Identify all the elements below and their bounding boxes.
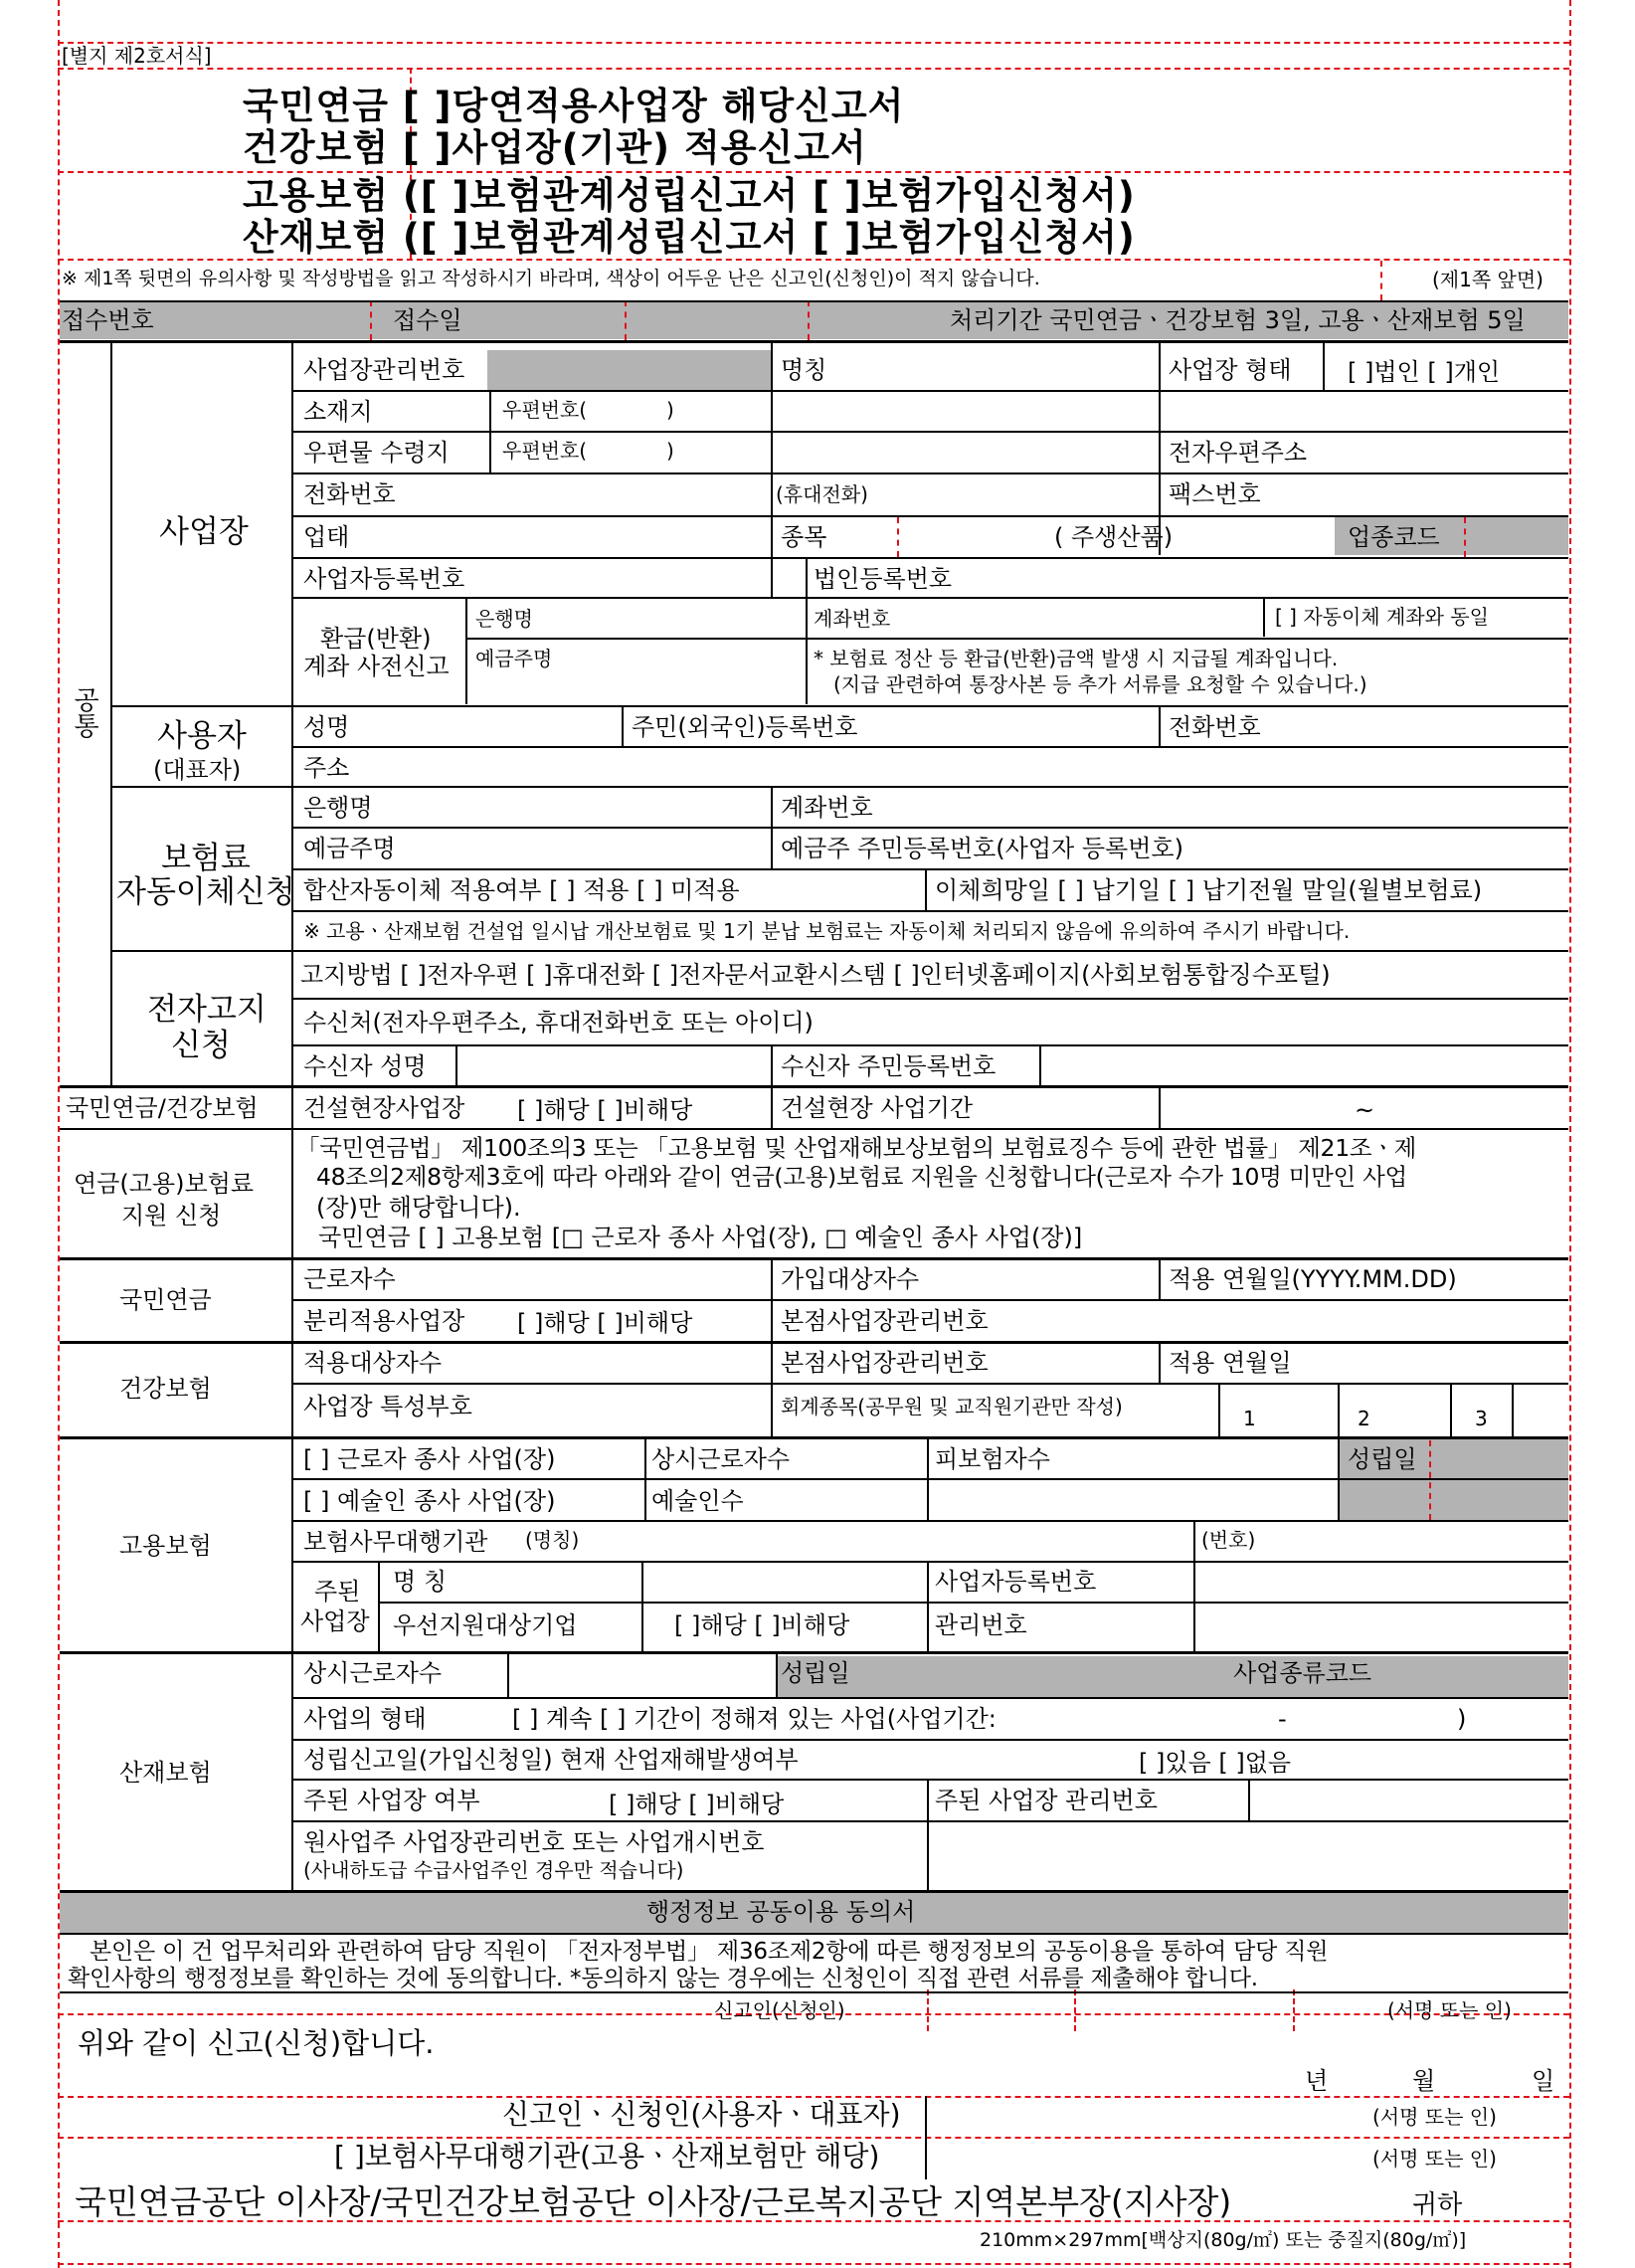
- rule-v-c4: [1323, 340, 1325, 390]
- ei-label: 고용보험: [119, 1532, 212, 1560]
- employer-address-label: 주소: [303, 754, 350, 782]
- signer-employer-label: 신고인ㆍ신청인(사용자ㆍ대표자): [502, 2098, 901, 2131]
- rule-v-c29: [378, 1561, 380, 1651]
- autopay-label-1: 보험료: [161, 841, 251, 876]
- rule-r22: [291, 1383, 1568, 1385]
- title-line-4: 산재보험 ([ ]보험관계성립신고서 [ ]보험가입신청서): [243, 216, 1136, 259]
- addressee: 국민연금공단 이사장/국민건강보험공단 이사장/근로복지공단 지역본부장(지사장): [75, 2182, 1232, 2221]
- ia-est-date-label: 성립일: [781, 1659, 850, 1687]
- np-hi-label: 국민연금/건강보험: [66, 1094, 259, 1122]
- rule-v-c27: [1338, 1436, 1340, 1520]
- construction-period-label: 건설현장 사업기간: [781, 1094, 974, 1122]
- ei-main-label-1: 주된: [314, 1578, 361, 1606]
- zip-code-2[interactable]: 우편번호(: [502, 439, 588, 463]
- rule-r8: [111, 705, 1568, 707]
- hi-label: 건강보험: [119, 1375, 212, 1403]
- rule-v-c12: [455, 1044, 457, 1085]
- rule-v-c32: [507, 1651, 509, 1697]
- np-subjects-label: 가입대상자수: [781, 1265, 920, 1293]
- employer-label-2: (대표자): [153, 756, 242, 784]
- guide-top: [58, 42, 1569, 44]
- hi-account-2[interactable]: 2: [1358, 1407, 1370, 1430]
- hi-subjects-label: 적용대상자수: [303, 1349, 443, 1377]
- fax-label: 팩스번호: [1169, 480, 1261, 508]
- mgmt-no-label: 사업장관리번호: [303, 356, 465, 384]
- employer-phone-label: 전화번호: [1169, 713, 1261, 741]
- ia-accident-options[interactable]: [ ]있음 [ ]없음: [1139, 1749, 1292, 1777]
- receipt-date: 접수일: [393, 306, 462, 334]
- guide-v11: [1293, 1989, 1295, 2031]
- autopay-holder-label: 예금주명: [303, 835, 396, 862]
- common-label: [70, 686, 99, 738]
- ei-main-label-2: 사업장: [300, 1607, 370, 1635]
- recipient-name-label: 수신자 성명: [303, 1052, 427, 1080]
- rule-r14: [111, 950, 1568, 952]
- guide-h2: [58, 171, 1569, 173]
- rule-r4: [291, 515, 1568, 517]
- ei-priority-options[interactable]: [ ]해당 [ ]비해당: [674, 1611, 850, 1639]
- phone-label: 전화번호: [303, 480, 396, 508]
- rule-r16: [291, 1044, 1568, 1046]
- rule-r7: [465, 638, 1568, 640]
- ei-agency-no-label: (번호): [1201, 1528, 1256, 1552]
- rule-r33: [60, 1890, 1568, 1893]
- enotice-label-2: 신청: [171, 1028, 231, 1063]
- refund-label-1: 환급(반환): [320, 625, 432, 653]
- rule-r28: [60, 1651, 1568, 1654]
- rule-v-c36: [925, 2096, 927, 2179]
- rule-v-c19: [771, 1341, 773, 1436]
- construction-site-options[interactable]: [ ]해당 [ ]비해당: [517, 1096, 693, 1124]
- ia-main-site-options[interactable]: [ ]해당 [ ]비해당: [609, 1791, 785, 1818]
- signer-agency-label: [ ]보험사무대행기관(고용ㆍ산재보험만 해당): [334, 2140, 880, 2173]
- rule-r25: [291, 1520, 1568, 1522]
- rule-v-c33: [776, 1651, 778, 1697]
- type-label: 사업장 형태: [1169, 356, 1292, 384]
- rule-v-c14: [1039, 1044, 1041, 1085]
- ei-artist-biz-checkbox[interactable]: [ ] 예술인 종사 사업(장): [303, 1487, 556, 1515]
- rule-r9: [291, 746, 1568, 748]
- ei-priority-label: 우선지원대상기업: [393, 1611, 578, 1639]
- rule-r29: [291, 1697, 1568, 1699]
- ia-type-code-label: 사업종류코드: [1233, 1659, 1372, 1687]
- title-line-2: 건강보험 [ ]사업장(기관) 적용신고서: [243, 126, 867, 169]
- date-day[interactable]: 일: [1532, 2067, 1555, 2095]
- rule-common-end: [60, 1085, 1568, 1088]
- subsidy-options[interactable]: 국민연금 [ ] 고용보험 [□ 근로자 종사 사업(장), □ 예술인 종사 사업(장)]: [318, 1224, 1083, 1251]
- ia-form-dash: -: [1278, 1705, 1287, 1733]
- ia-regular-label: 상시근로자수: [303, 1659, 443, 1687]
- construction-site-label: 건설현장사업장: [303, 1094, 465, 1122]
- transfer-date-options[interactable]: 이체희망일 [ ] 납기일 [ ] 납기전월 말일(월별보험료): [935, 876, 1483, 904]
- zip-code-1[interactable]: 우편번호(: [502, 398, 588, 422]
- employer-name-label: 성명: [303, 713, 350, 741]
- construction-period-tilde: ~: [1355, 1096, 1375, 1124]
- rule-r24: [291, 1478, 1568, 1480]
- rule-r13: [291, 910, 1568, 912]
- rule-r5: [291, 557, 1568, 559]
- rule-v-c16: [1159, 1085, 1161, 1128]
- date-month[interactable]: 월: [1412, 2067, 1436, 2095]
- guide-h6: [58, 2137, 1569, 2139]
- guide-v6: [897, 517, 899, 557]
- rule-r19: [60, 1257, 1568, 1260]
- email-label: 전자우편주소: [1169, 439, 1308, 467]
- guide-v4: [625, 300, 627, 340]
- rule-v-c23: [1450, 1383, 1452, 1436]
- autopay-account-label: 계좌번호: [781, 794, 873, 822]
- rule-r1: [291, 390, 1568, 392]
- ia-origin-label-2: (사내하도급 수급사업주인 경우만 적습니다): [303, 1858, 684, 1882]
- consent-sign-label[interactable]: (서명 또는 인): [1387, 1998, 1512, 2022]
- refund-bank-label: 은행명: [475, 607, 533, 631]
- ei-main-bizreg-label: 사업자등록번호: [935, 1568, 1097, 1596]
- subsidy-text-2: 48조의2제8항제3호에 따라 아래와 같이 연금(고용)보험료 지원을 신청합니다(근로자 수가 10명 미만인 사업: [316, 1163, 1407, 1191]
- biz-type-label: 업태: [303, 523, 350, 551]
- rule-r15: [291, 998, 1568, 1000]
- refund-note-1: * 보험료 정산 등 환급(반환)금액 발생 시 지급될 계좌입니다.: [814, 647, 1339, 670]
- mgmt-no-shading: [487, 350, 771, 390]
- paper-spec: 210mm×297mm[백상지(80g/㎡) 또는 중질지(80g/㎡)]: [980, 2229, 1467, 2251]
- rule-v-c13: [771, 1044, 773, 1085]
- hi-account-1[interactable]: 1: [1243, 1407, 1256, 1430]
- guide-v3: [370, 300, 372, 340]
- ia-origin-label-1: 원사업주 사업장관리번호 또는 사업개시번호: [303, 1828, 765, 1856]
- rule-v-c25: [644, 1436, 646, 1520]
- rule-v-c2: [771, 340, 773, 597]
- corp-reg-label: 법인등록번호: [814, 565, 953, 593]
- recipient-label: 수신처(전자우편주소, 휴대전화번호 또는 아이디): [303, 1009, 814, 1037]
- notice: ※ 제1쪽 뒷면의 유의사항 및 작성방법을 읽고 작성하시기 바라며, 색상이 어두운 난은 신고인(신청인)이 적지 않습니다.: [62, 268, 1040, 289]
- guide-v7: [1464, 517, 1466, 557]
- rule-v-c11: [925, 868, 927, 910]
- hi-symbol-label: 사업장 특성부호: [303, 1393, 472, 1420]
- rule-r32: [291, 1820, 1568, 1822]
- rule-v-c17: [771, 1257, 773, 1341]
- ia-label: 산재보험: [119, 1759, 212, 1787]
- employer-rrn-label: 주민(외국인)등록번호: [632, 713, 858, 741]
- ei-regular-label: 상시근로자수: [651, 1445, 791, 1473]
- guide-h3: [58, 259, 1569, 261]
- ia-shading: [776, 1656, 1568, 1698]
- rule-v-c34: [927, 1779, 929, 1890]
- ei-insured-label: 피보험자수: [935, 1445, 1050, 1473]
- rule-r3: [291, 472, 1568, 474]
- common-label-text: 공통: [69, 686, 99, 738]
- rule-v-common: [110, 340, 112, 1086]
- rule-v-c10: [771, 786, 773, 868]
- subsidy-text-1: 「국민연금법」 제100조의3 또는 「고용보험 및 산업재해보상보험의 보험료징수 등에 관한 법률」 제21조ㆍ제: [296, 1134, 1417, 1162]
- title-line-1: 국민연금 [ ]당연적용사업장 해당신고서: [243, 85, 905, 127]
- rule-v-c21: [1218, 1383, 1220, 1436]
- np-apply-date-label: 적용 연월일(YYYY.MM.DD): [1169, 1265, 1457, 1293]
- type-options[interactable]: [ ]법인 [ ]개인: [1348, 358, 1501, 386]
- rule-r20: [291, 1299, 1568, 1301]
- rule-v-c22: [1338, 1383, 1340, 1436]
- ei-agency-label: 보험사무대행기관: [303, 1528, 488, 1556]
- hi-account-type-label: 회계종목(공무원 및 교직원기관만 작성): [781, 1395, 1123, 1418]
- rule-v-c20: [1159, 1341, 1161, 1383]
- rule-r31: [291, 1779, 1568, 1781]
- guide-v8: [1429, 1440, 1431, 1520]
- subsidy-text-3: (장)만 해당합니다).: [316, 1194, 521, 1222]
- np-workers-label: 근로자수: [303, 1265, 396, 1293]
- signer-agency-sign[interactable]: (서명 또는 인): [1372, 2147, 1497, 2171]
- mobile-label: (휴대전화): [776, 482, 868, 506]
- hi-apply-date-label: 적용 연월일: [1169, 1349, 1292, 1377]
- rule-v-c35: [1248, 1779, 1250, 1820]
- processing-period: 처리기간 국민연금ㆍ건강보험 3일, 고용ㆍ산재보험 5일: [950, 306, 1526, 334]
- rule-v-c30: [641, 1561, 643, 1651]
- autopay-holder-rrn-label: 예금주 주민등록번호(사업자 등록번호): [781, 835, 1183, 862]
- np-label: 국민연금: [119, 1286, 212, 1314]
- ei-est-date-label: 성립일: [1348, 1445, 1417, 1473]
- ei-agency-name-label: (명칭): [525, 1528, 580, 1552]
- rule-v-c18: [1159, 1257, 1161, 1299]
- guide-v10: [1074, 1989, 1076, 2031]
- ia-form-close: ): [1457, 1705, 1467, 1733]
- workplace-label: 사업장: [159, 514, 249, 550]
- employer-label: 사용자: [157, 718, 247, 754]
- rule-v-c6: [465, 597, 467, 704]
- mail-address-label: 우편물 수령지: [303, 439, 450, 467]
- zip-close-2: ): [666, 439, 674, 463]
- declaration: 위와 같이 신고(신청)합니다.: [78, 2026, 435, 2060]
- autopay-bank-label: 은행명: [303, 794, 373, 822]
- rule-v-c1: [489, 390, 491, 473]
- rule-v-c15: [771, 1085, 773, 1128]
- np-separate-label: 분리적용사업장: [303, 1307, 465, 1335]
- rule-r21: [60, 1341, 1568, 1344]
- zip-close-1: ): [666, 398, 674, 422]
- rule-r2: [291, 431, 1568, 433]
- combined-transfer-options[interactable]: 합산자동이체 적용여부 [ ] 적용 [ ] 미적용: [303, 876, 740, 904]
- notice-method-options[interactable]: 고지방법 [ ]전자우편 [ ]휴대전화 [ ]전자문서교환시스템 [ ]인터넷홈페이지(사회보험통합징수포털): [300, 961, 1331, 989]
- form-number: [별지 제2호서식]: [62, 44, 212, 68]
- guide-v5: [808, 300, 810, 340]
- rule-r35: [60, 1991, 1568, 1993]
- rule-receipt-top: [60, 300, 1568, 302]
- ia-main-mgmt-label: 주된 사업장 관리번호: [935, 1787, 1158, 1814]
- ia-main-site-label: 주된 사업장 여부: [303, 1787, 480, 1814]
- refund-account-label: 계좌번호: [814, 607, 891, 631]
- ia-form-label: 사업의 형태: [303, 1705, 427, 1733]
- rule-r12: [291, 868, 1568, 870]
- consent-text-2: 확인사항의 행정정보를 확인하는 것에 동의합니다. *동의하지 않는 경우에는 신청인이 직접 관련 서류를 제출해야 합니다.: [68, 1966, 1258, 1991]
- hi-hq-no-label: 본점사업장관리번호: [781, 1349, 989, 1377]
- np-hq-no-label: 본점사업장관리번호: [781, 1307, 989, 1335]
- guide-v9: [927, 1989, 929, 2031]
- title-line-3: 고용보험 ([ ]보험관계성립신고서 [ ]보험가입신청서): [243, 174, 1136, 217]
- rule-top: [60, 340, 1568, 343]
- ei-artists-label: 예술인수: [651, 1487, 744, 1515]
- page-label: (제1쪽 앞면): [1432, 268, 1544, 291]
- rule-v-c7: [1263, 597, 1265, 637]
- rule-v-c5: [806, 557, 808, 704]
- rule-r34: [60, 1933, 1568, 1935]
- guide-right: [1569, 0, 1571, 2268]
- biz-reg-label: 사업자등록번호: [303, 565, 465, 593]
- subsidy-label-2: 지원 신청: [121, 1202, 222, 1229]
- rule-r6: [291, 597, 1568, 599]
- rule-v-c24: [1512, 1383, 1514, 1436]
- rule-r23: [60, 1436, 1568, 1439]
- auto-same-checkbox[interactable]: [ ] 자동이체 계좌와 동일: [1275, 605, 1489, 629]
- rule-r10: [111, 786, 1568, 788]
- rule-r11: [291, 827, 1568, 829]
- rule-v-c28: [1193, 1520, 1195, 1651]
- np-separate-options[interactable]: [ ]해당 [ ]비해당: [517, 1309, 693, 1337]
- main-product-label: ( 주생산품): [1054, 523, 1174, 551]
- subsidy-label-1: 연금(고용)보험료: [74, 1170, 255, 1198]
- rule-v-c26: [927, 1436, 929, 1520]
- consent-title: 행정정보 공동이용 동의서: [646, 1898, 916, 1926]
- industry-code-label: 업종코드: [1348, 523, 1440, 551]
- ei-mgmt-no-label: 관리번호: [935, 1611, 1027, 1639]
- rule-v-c8: [622, 705, 624, 746]
- rule-r18: [60, 1128, 1568, 1130]
- guide-h1: [58, 68, 1569, 70]
- rule-r26: [291, 1561, 1568, 1563]
- autopay-label-2: 자동이체신청: [116, 874, 295, 910]
- ei-main-name-label: 명 칭: [393, 1568, 447, 1596]
- address-label: 소재지: [303, 398, 373, 426]
- item-label: 종목: [781, 523, 827, 551]
- receipt-no: 접수번호: [62, 306, 154, 334]
- consent-applicant-label: 신고인(신청인): [714, 1998, 845, 2022]
- hi-account-3[interactable]: 3: [1475, 1407, 1488, 1430]
- rule-v-c9: [1159, 705, 1161, 746]
- enotice-label-1: 전자고지: [147, 992, 267, 1028]
- rule-v-c31: [927, 1561, 929, 1651]
- refund-note-2: (지급 관련하여 통장사본 등 추가 서류를 요청할 수 있습니다.): [833, 672, 1367, 696]
- ia-form-options[interactable]: [ ] 계속 [ ] 기간이 정해져 있는 사업(사업기간:: [512, 1705, 997, 1733]
- date-year[interactable]: 년: [1305, 2067, 1329, 2095]
- refund-label-2: 계좌 사전신고: [303, 653, 450, 680]
- consent-text-1: 본인은 이 건 업무처리와 관련하여 담당 직원이 「전자정부법」 제36조제2항에 따른 행정정보의 공동이용을 통하여 담당 직원: [90, 1939, 1329, 1965]
- guide-v2: [1380, 261, 1382, 300]
- signer-employer-sign[interactable]: (서명 또는 인): [1372, 2105, 1497, 2129]
- name-label: 명칭: [781, 356, 827, 384]
- honorific: 귀하: [1412, 2190, 1463, 2220]
- rule-v-label: [291, 340, 293, 1890]
- refund-holder-label: 예금주명: [475, 647, 553, 670]
- recipient-rrn-label: 수신자 주민등록번호: [781, 1052, 997, 1080]
- guide-bottom: [58, 2263, 1569, 2265]
- ia-accident-label: 성립신고일(가입신청일) 현재 산업재해발생여부: [303, 1746, 799, 1774]
- rule-r27: [378, 1602, 1568, 1604]
- ei-worker-biz-checkbox[interactable]: [ ] 근로자 종사 사업(장): [303, 1445, 556, 1473]
- autopay-note: ※ 고용ㆍ산재보험 건설업 일시납 개산보험료 및 1기 분납 보험료는 자동이체 처리되지 않음에 유의하여 주시기 바랍니다.: [303, 919, 1351, 943]
- rule-r30: [291, 1739, 1568, 1741]
